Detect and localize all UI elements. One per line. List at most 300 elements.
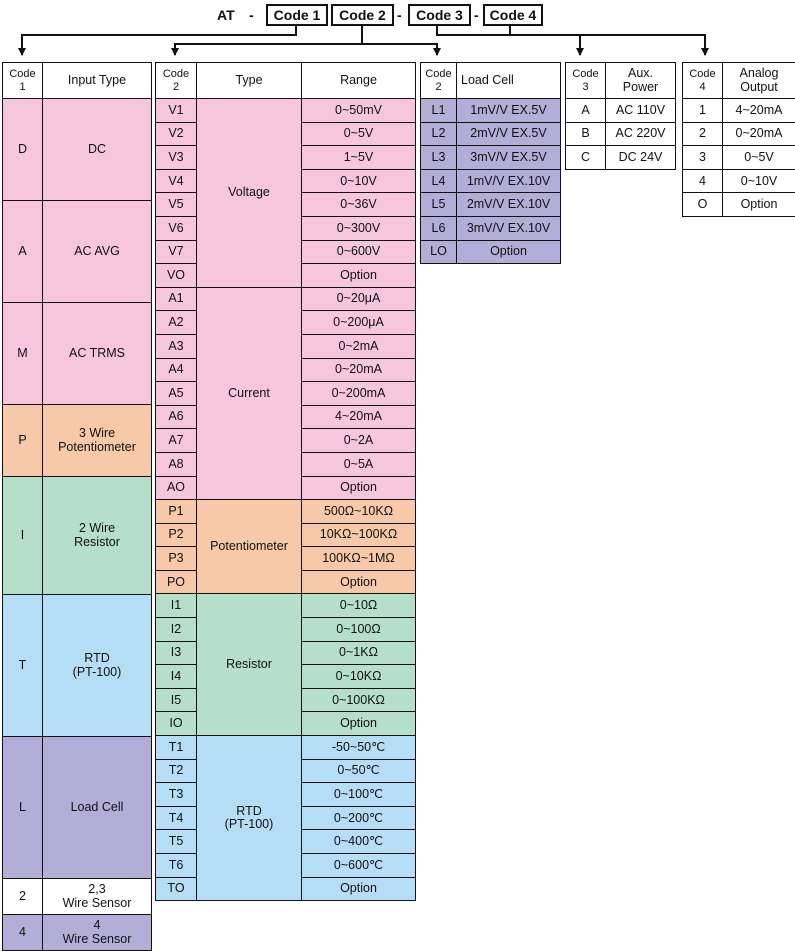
range-code: V2 (168, 126, 183, 140)
table-row (3, 405, 152, 477)
code4-header-line1: Code (689, 68, 715, 80)
range-value-cell (302, 783, 416, 807)
input-code: A (18, 244, 26, 258)
range-value-cell (302, 500, 416, 524)
input-code-cell (3, 879, 43, 915)
range-code: P3 (168, 551, 183, 565)
loadcell-code-cell (421, 216, 457, 240)
range-code: T5 (169, 834, 184, 848)
loadcell-code-cell (421, 99, 457, 123)
table-row (3, 201, 152, 303)
range-code-cell (156, 405, 197, 429)
range-value: -50~50℃ (332, 740, 385, 754)
loadcell-code-header-line1: Code (425, 68, 451, 80)
table-row (3, 303, 152, 405)
range-code-cell (156, 712, 197, 736)
load-cell-table (420, 62, 561, 264)
range-value: Option (340, 575, 377, 589)
separator: - (397, 4, 402, 26)
loadcell-value-cell (457, 216, 561, 240)
table-row (566, 146, 676, 170)
input-code: I (21, 528, 24, 542)
range-value-cell (302, 712, 416, 736)
table-row (156, 99, 416, 123)
range-code-cell (156, 547, 197, 571)
loadcell-code-cell (421, 146, 457, 170)
range-code-cell (156, 806, 197, 830)
range-value-cell (302, 334, 416, 358)
input-type-line2: Resistor (74, 535, 120, 549)
input-type-line2: Wire Sensor (63, 896, 132, 910)
range-code: V4 (168, 174, 183, 188)
input-type-table (2, 62, 152, 951)
input-code: D (18, 142, 27, 156)
range-value-cell (302, 216, 416, 240)
range-value-cell (302, 523, 416, 547)
table-row (421, 169, 561, 193)
range-code-cell (156, 570, 197, 594)
range-value: 500Ω~10KΩ (324, 504, 393, 518)
input-type-line1: 2,3 (88, 882, 105, 896)
range-value-cell (302, 641, 416, 665)
type-group-cell (197, 736, 302, 901)
aux-value-cell (606, 99, 676, 123)
loadcell-code: L5 (432, 197, 446, 211)
input-code-cell (3, 99, 43, 201)
loadcell-value-cell (457, 99, 561, 123)
separator: - (474, 4, 479, 26)
range-code: A3 (168, 339, 183, 353)
output-value: 0~10V (741, 174, 778, 188)
range-code-cell (156, 216, 197, 240)
input-type-line1: 3 Wire (79, 426, 115, 440)
range-code-cell (156, 759, 197, 783)
range-value: 0~36V (340, 197, 377, 211)
type-header (197, 63, 302, 99)
range-value: 0~2A (344, 433, 374, 447)
range-code: I3 (171, 645, 181, 659)
range-code-cell (156, 334, 197, 358)
loadcell-value: 1mV/V EX.10V (467, 174, 550, 188)
loadcell-code: L3 (432, 150, 446, 164)
analog-output-header (723, 63, 795, 99)
range-value: 0~50mV (335, 103, 382, 117)
range-code-cell (156, 311, 197, 335)
loadcell-header-label: Load Cell (461, 73, 514, 87)
range-code-cell (156, 452, 197, 476)
loadcell-value: 3mV/V EX.5V (470, 150, 546, 164)
range-value-cell (302, 240, 416, 264)
range-code-cell (156, 618, 197, 642)
range-code: A7 (168, 433, 183, 447)
loadcell-code: L2 (432, 126, 446, 140)
range-value-cell (302, 594, 416, 618)
loadcell-code-cell (421, 169, 457, 193)
range-code-cell (156, 877, 197, 901)
range-value: 0~10KΩ (336, 669, 382, 683)
range-code-cell (156, 429, 197, 453)
range-code-cell (156, 240, 197, 264)
loadcell-value-cell (457, 169, 561, 193)
range-value: 0~20μA (337, 291, 381, 305)
range-value-cell (302, 476, 416, 500)
input-type-cell (43, 303, 152, 405)
loadcell-value-cell (457, 193, 561, 217)
code1-header (3, 63, 43, 99)
table-row (3, 915, 152, 951)
range-value-cell (302, 877, 416, 901)
range-code: A4 (168, 362, 183, 376)
aux-value-cell (606, 122, 676, 146)
range-code: I1 (171, 598, 181, 612)
range-value-cell (302, 854, 416, 878)
range-code-cell (156, 783, 197, 807)
range-value: 0~100Ω (336, 622, 380, 636)
type-group-cell (197, 500, 302, 594)
output-code-cell (683, 146, 723, 170)
range-value-cell (302, 830, 416, 854)
aux-value-cell (606, 146, 676, 170)
type-range-table (155, 62, 416, 901)
range-value: 0~200℃ (334, 811, 383, 825)
table-row (156, 736, 416, 760)
loadcell-code-header-line2: 2 (435, 81, 441, 93)
arrow-code2-main (175, 26, 362, 55)
output-value: 0~20mA (736, 126, 783, 140)
range-value: 0~50℃ (337, 763, 379, 777)
aux-code: B (581, 126, 589, 140)
aux-code-cell (566, 99, 606, 123)
loadcell-value-cell (457, 146, 561, 170)
range-value-cell (302, 452, 416, 476)
code1-header-line2: 1 (19, 81, 25, 93)
range-value: Option (340, 716, 377, 730)
range-value: 10KΩ~100KΩ (320, 527, 397, 541)
range-code-cell (156, 594, 197, 618)
input-code-cell (3, 737, 43, 879)
output-value-cell (723, 146, 795, 170)
range-code: V6 (168, 221, 183, 235)
output-code-cell (683, 99, 723, 123)
range-value: 0~5V (344, 126, 374, 140)
code4-box: Code 4 (483, 4, 543, 26)
arrow-code1 (22, 26, 296, 55)
output-code-cell (683, 193, 723, 217)
type-group-cell (197, 99, 302, 288)
aux-power-header-line2: Power (623, 80, 658, 94)
loadcell-code-cell (421, 122, 457, 146)
input-type-cell (43, 201, 152, 303)
table-row (156, 500, 416, 524)
code3-header (566, 63, 606, 99)
range-value: 0~300V (337, 221, 380, 235)
range-code: TO (167, 881, 184, 895)
table-row (421, 240, 561, 264)
input-type: DC (88, 142, 106, 156)
range-header-label: Range (340, 73, 377, 87)
output-value: 0~5V (744, 150, 774, 164)
range-value: 0~5A (344, 457, 374, 471)
range-code-cell (156, 641, 197, 665)
range-value: 0~20mA (335, 362, 382, 376)
range-code: A1 (168, 291, 183, 305)
range-code: I5 (171, 693, 181, 707)
arrow-code2-loadcell (362, 44, 437, 55)
table-row (683, 169, 795, 193)
analog-output-header-line2: Output (740, 80, 778, 94)
input-type-line1: 4 (94, 918, 101, 932)
loadcell-value-cell (457, 240, 561, 264)
output-code: O (698, 197, 708, 211)
input-code: P (18, 433, 26, 447)
loadcell-value: 3mV/V EX.10V (467, 221, 550, 235)
output-code-cell (683, 122, 723, 146)
range-code: T4 (169, 811, 184, 825)
aux-power-header (606, 63, 676, 99)
input-type-line1: RTD (84, 651, 109, 665)
loadcell-value-cell (457, 122, 561, 146)
loadcell-code: L1 (432, 103, 446, 117)
input-code-cell (3, 303, 43, 405)
range-value-cell (302, 193, 416, 217)
loadcell-code: L6 (432, 221, 446, 235)
table-row (156, 287, 416, 311)
table-row (421, 122, 561, 146)
output-code-cell (683, 169, 723, 193)
range-value-cell (302, 405, 416, 429)
range-value: 0~10Ω (340, 598, 378, 612)
input-type-line2: Wire Sensor (63, 932, 132, 946)
range-value: 0~1KΩ (339, 645, 378, 659)
output-code: 3 (699, 150, 706, 164)
loadcell-value: 1mV/V EX.5V (470, 103, 546, 117)
loadcell-code-header (421, 63, 457, 99)
aux-code: A (581, 103, 589, 117)
table-row (156, 594, 416, 618)
input-type-cell (43, 405, 152, 477)
range-code: V1 (168, 103, 183, 117)
range-code-cell (156, 854, 197, 878)
range-code: A2 (168, 315, 183, 329)
type-group-label: Potentiometer (210, 539, 288, 553)
range-code-cell (156, 122, 197, 146)
loadcell-header (457, 63, 561, 99)
table-row (421, 193, 561, 217)
range-value-cell (302, 169, 416, 193)
type-group-label: Current (228, 386, 270, 400)
loadcell-code: L4 (432, 174, 446, 188)
range-value: 0~400℃ (334, 834, 383, 848)
range-value-cell (302, 806, 416, 830)
code4-header-line2: 4 (699, 81, 705, 93)
range-code-cell (156, 193, 197, 217)
range-value-cell (302, 429, 416, 453)
type-group-label-line1: RTD (236, 804, 261, 818)
range-code: AO (167, 480, 185, 494)
range-code: IO (169, 716, 182, 730)
range-code: PO (167, 575, 185, 589)
range-code-cell (156, 287, 197, 311)
range-code: A6 (168, 409, 183, 423)
type-group-label: Resistor (226, 657, 272, 671)
output-value-cell (723, 193, 795, 217)
range-code: VO (167, 268, 185, 282)
table-row (683, 193, 795, 217)
code3-header-line2: 3 (582, 81, 588, 93)
type-group-cell (197, 594, 302, 736)
range-value-cell (302, 665, 416, 689)
input-type-cell (43, 915, 152, 951)
range-value: Option (340, 881, 377, 895)
range-code-cell (156, 146, 197, 170)
range-code-cell (156, 382, 197, 406)
table-row (3, 99, 152, 201)
table-row (3, 477, 152, 595)
input-type-line2: Potentiometer (58, 440, 136, 454)
aux-code-cell (566, 122, 606, 146)
range-code: I4 (171, 669, 181, 683)
range-code-cell (156, 476, 197, 500)
output-code: 1 (699, 103, 706, 117)
range-value-cell (302, 146, 416, 170)
range-code-cell (156, 830, 197, 854)
input-code: L (19, 800, 26, 814)
code4-header (683, 63, 723, 99)
range-code: A8 (168, 457, 183, 471)
range-code-cell (156, 169, 197, 193)
aux-value: AC 220V (615, 126, 665, 140)
input-code-cell (3, 915, 43, 951)
code2-box: Code 2 (331, 4, 394, 26)
type-header-label: Type (235, 73, 262, 87)
code3-box: Code 3 (408, 4, 471, 26)
arrow-code4 (510, 26, 705, 55)
input-code-cell (3, 477, 43, 595)
range-value: 0~200μA (333, 315, 384, 329)
range-value-cell (302, 358, 416, 382)
range-value: 0~2mA (339, 339, 379, 353)
output-value: Option (741, 197, 778, 211)
input-code: M (17, 346, 27, 360)
input-type: AC AVG (74, 244, 120, 258)
range-value: 0~100℃ (334, 787, 383, 801)
table-row (683, 122, 795, 146)
range-value: 4~20mA (335, 409, 382, 423)
aux-code-cell (566, 146, 606, 170)
input-type-cell (43, 879, 152, 915)
output-code: 4 (699, 174, 706, 188)
range-value-cell (302, 736, 416, 760)
range-code-cell (156, 264, 197, 288)
table-row (3, 879, 152, 915)
range-code: V5 (168, 197, 183, 211)
range-value: 0~100KΩ (332, 693, 385, 707)
aux-code: C (581, 150, 590, 164)
range-value-cell (302, 311, 416, 335)
input-code-cell (3, 405, 43, 477)
input-type-cell (43, 595, 152, 737)
input-type: AC TRMS (69, 346, 125, 360)
range-value-cell (302, 547, 416, 571)
separator: - (249, 4, 254, 26)
range-code-cell (156, 736, 197, 760)
table-row (421, 146, 561, 170)
type-group-cell (197, 287, 302, 499)
range-code: P2 (168, 527, 183, 541)
type-group-label: Voltage (228, 185, 270, 199)
range-value-cell (302, 688, 416, 712)
output-code: 2 (699, 126, 706, 140)
table-row (566, 99, 676, 123)
range-value: 0~600℃ (334, 858, 383, 872)
code2-header (156, 63, 197, 99)
range-value-cell (302, 759, 416, 783)
range-code: T3 (169, 787, 184, 801)
loadcell-value: 2mV/V EX.10V (467, 197, 550, 211)
input-code: 2 (19, 889, 26, 903)
range-value: 100KΩ~1MΩ (322, 551, 395, 565)
range-value: 0~600V (337, 244, 380, 258)
table-row (683, 99, 795, 123)
loadcell-code-cell (421, 193, 457, 217)
range-code: I2 (171, 622, 181, 636)
loadcell-code-cell (421, 240, 457, 264)
range-code-cell (156, 665, 197, 689)
range-value: Option (340, 268, 377, 282)
range-code-cell (156, 500, 197, 524)
range-code: P1 (168, 504, 183, 518)
input-type-header-label: Input Type (68, 73, 126, 87)
range-code-cell (156, 358, 197, 382)
input-type-header (43, 63, 152, 99)
aux-power-table (565, 62, 676, 170)
connector-arrows (0, 0, 795, 66)
input-type-line1: 2 Wire (79, 521, 115, 535)
range-value: Option (340, 480, 377, 494)
range-value-cell (302, 264, 416, 288)
aux-value: AC 110V (616, 103, 665, 117)
table-row (566, 122, 676, 146)
input-code: T (19, 658, 27, 672)
range-value: 0~200mA (332, 386, 386, 400)
code1-box: Code 1 (266, 4, 328, 26)
range-code: T1 (169, 740, 184, 754)
range-value: 1~5V (344, 150, 374, 164)
range-header (302, 63, 416, 99)
table-row (3, 737, 152, 879)
range-code: V3 (168, 150, 183, 164)
code3-header-line1: Code (572, 68, 598, 80)
range-value-cell (302, 382, 416, 406)
aux-value: DC 24V (619, 150, 663, 164)
loadcell-code: LO (430, 244, 447, 258)
range-code: V7 (168, 244, 183, 258)
analog-output-table (682, 62, 795, 217)
code2-header-line1: Code (163, 68, 189, 80)
range-code: T2 (169, 763, 184, 777)
input-type-cell (43, 99, 152, 201)
code2-header-line2: 2 (173, 81, 179, 93)
table-row (421, 216, 561, 240)
input-code-cell (3, 201, 43, 303)
input-type: Load Cell (71, 800, 124, 814)
range-value-cell (302, 99, 416, 123)
loadcell-value: Option (490, 244, 527, 258)
range-code: A5 (168, 386, 183, 400)
model-prefix: AT (217, 4, 235, 26)
loadcell-value: 2mV/V EX.5V (470, 126, 546, 140)
range-value-cell (302, 287, 416, 311)
